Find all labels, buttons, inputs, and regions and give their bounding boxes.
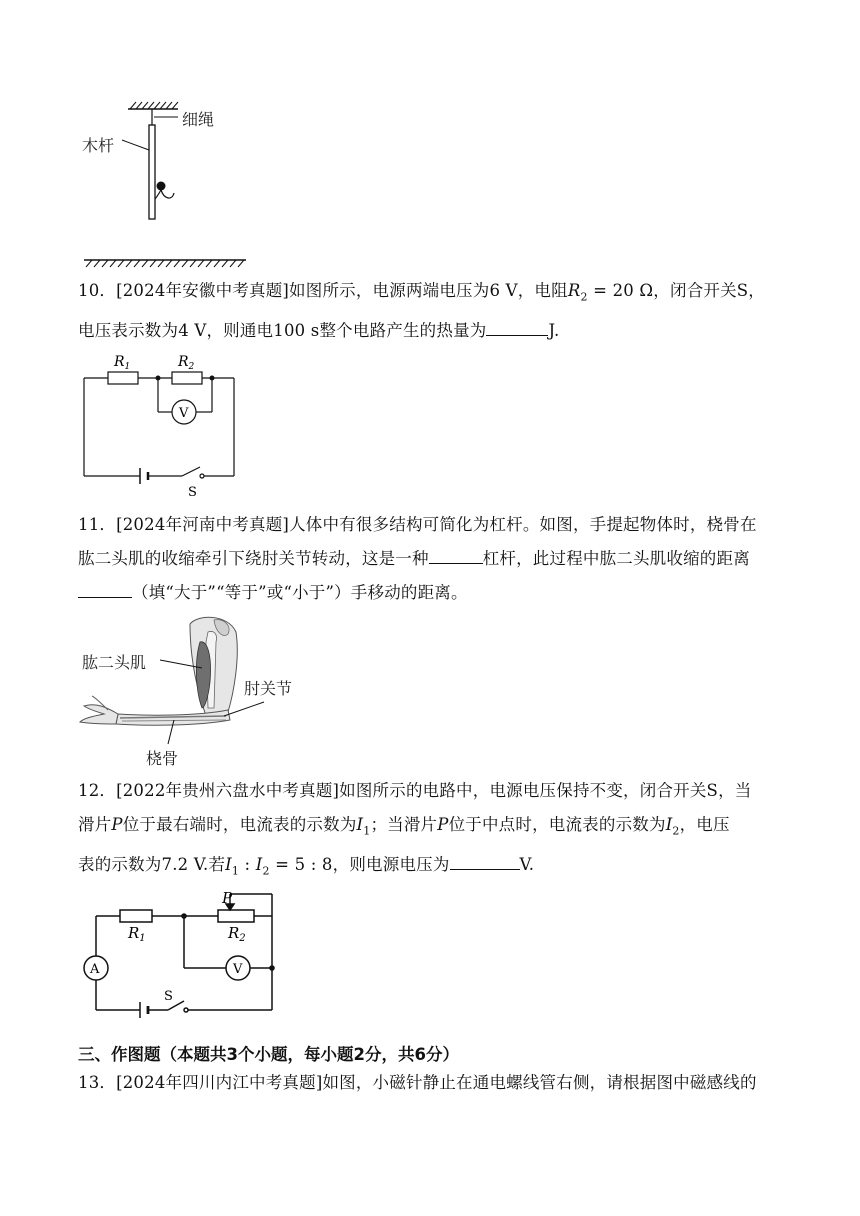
question-11 [78, 508, 778, 610]
q10-circuit [78, 346, 248, 500]
radius-label: 桡骨 [146, 749, 179, 768]
q12-voltmeter-label: V [233, 962, 243, 977]
answer-blank[interactable] [450, 851, 520, 870]
ammeter-label: A [90, 962, 100, 977]
switch-label: S [188, 485, 197, 500]
slider-p-label: P [222, 889, 233, 907]
q11-line-1: 11．[2024年河南中考真题]人体中有很多结构可简化为杠杆。如图，手提起物体时，桡骨在 [78, 515, 757, 534]
rope-label: 细绳 [182, 110, 215, 129]
arm-illustration [78, 612, 338, 772]
voltmeter-label: V [179, 406, 189, 421]
q11-line-2: 肱二头肌的收缩牵引下绕肘关节转动，这是一种 杠杆，此过程中肱二头肌收缩的距离 [78, 542, 778, 576]
q10-circuit-diagram [78, 346, 248, 500]
answer-blank[interactable] [78, 579, 132, 598]
rod-label: 木杆 [82, 136, 115, 155]
answer-blank[interactable] [429, 545, 483, 564]
q10-line-2: 电压表示数为4 V，则通电100 s整个电路产生的热量为 J. [78, 314, 778, 348]
section-3-title: 三、作图题（本题共3个小题，每小题2分，共6分） [78, 1045, 459, 1064]
biceps-label: 肱二头肌 [82, 653, 147, 672]
rod-rope-diagram [78, 95, 258, 270]
question-12 [78, 774, 778, 889]
q12-circuit [78, 884, 288, 1030]
q12-circuit-diagram [78, 884, 288, 1030]
q10-r2-label: $R_2$ [178, 354, 195, 372]
q10-line-1: 10．[2024年安徽中考真题]如图所示，电源两端电压为6 V，电阻$R_2 = 20$ Ω，闭合开关S， [78, 281, 765, 304]
q13-line-1: 13．[2024年四川内江中考真题]如图，小磁针静止在通电螺线管右侧，请根据图中磁感线的 [78, 1073, 757, 1092]
q12-r2-label: $R_2$ [228, 924, 246, 944]
q11-arm-figure [78, 612, 338, 772]
answer-blank[interactable] [486, 317, 548, 336]
q12-r1-label: $R_1$ [128, 924, 146, 944]
elbow-label: 肘关节 [244, 679, 293, 698]
q12-line-3: 表的示数为7.2 V.若$I_1$ : $I_2 = 5$ : 8，则电源电压为 V. [78, 848, 778, 888]
q12-switch-label: S [164, 989, 173, 1004]
q11-line-3: （填“大于”“等于”或“小于”）手移动的距离。 [78, 576, 778, 610]
question-10 [78, 274, 778, 348]
q12-line-1: 12．[2022年贵州六盘水中考真题]如图所示的电路中，电源电压保持不变，闭合开关S，当 [78, 781, 752, 800]
figure-rod-rope [78, 95, 258, 270]
q12-line-2: 滑片P位于最右端时，电流表的示数为$I_1$；当滑片P位于中点时，电流表的示数为$I_2$，电压 [78, 815, 730, 838]
q10-r1-label: $R_1$ [114, 354, 131, 372]
question-13 [78, 1066, 778, 1100]
